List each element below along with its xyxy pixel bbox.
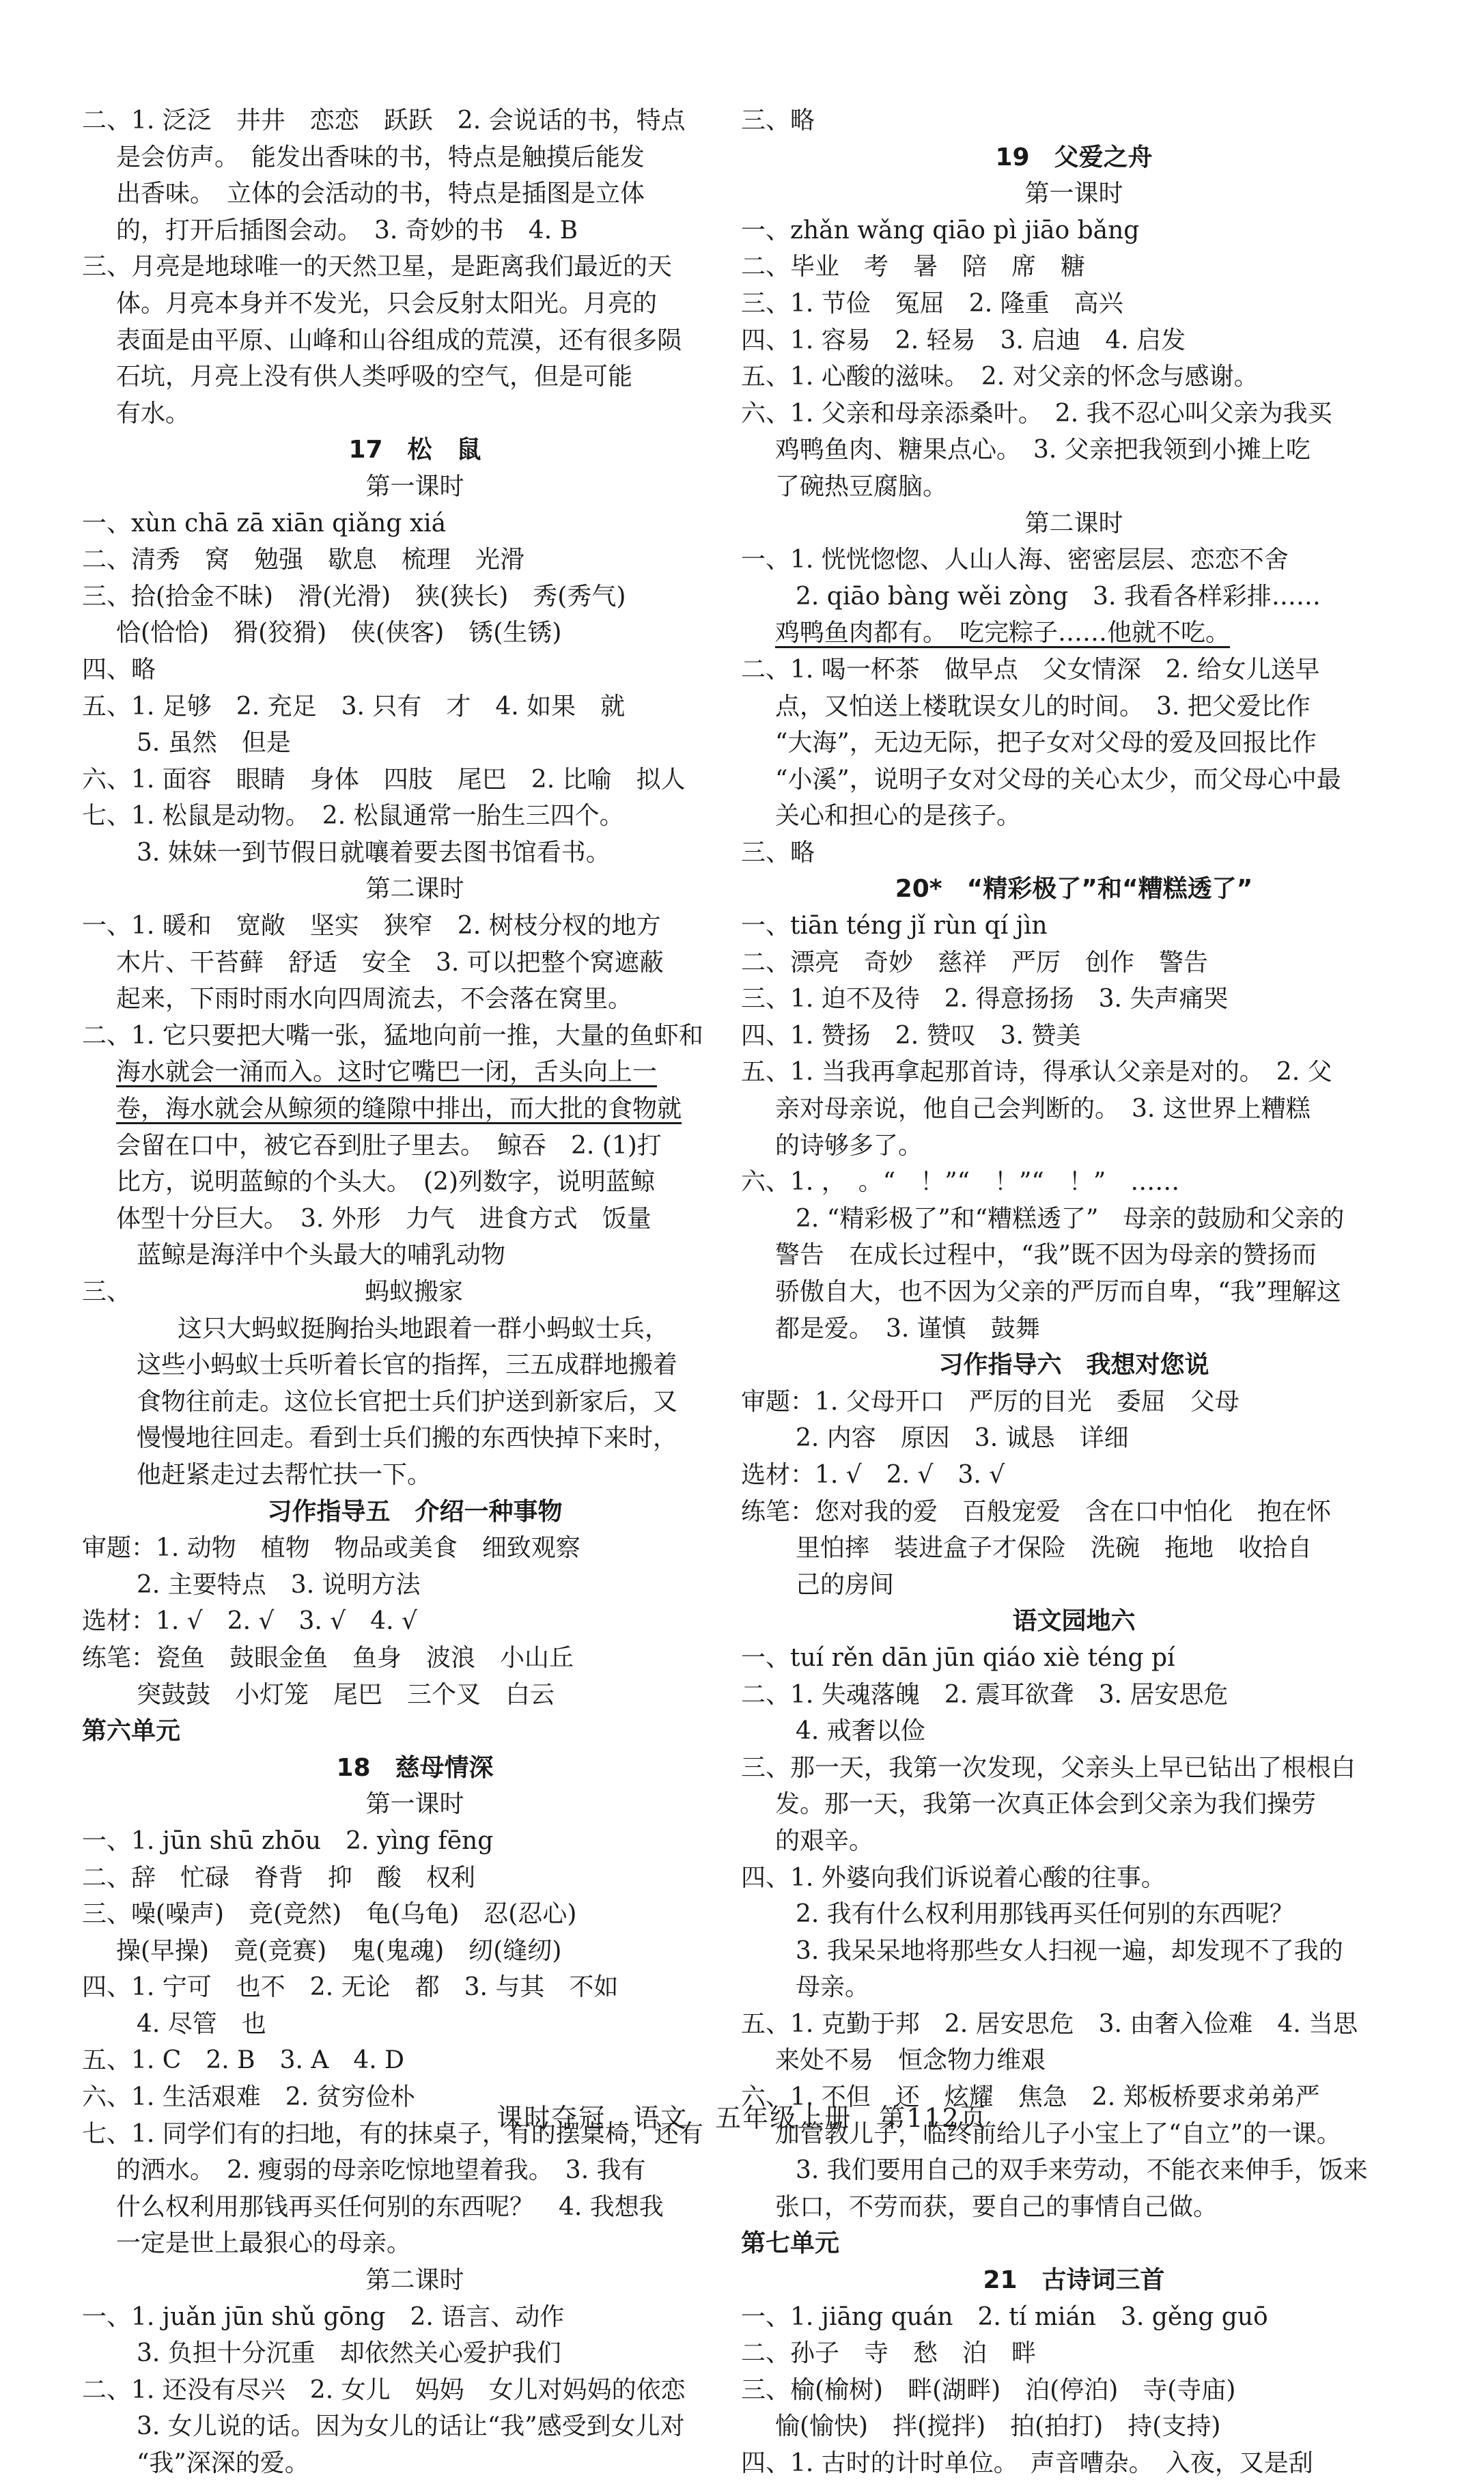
answer-line: 木片、干苔藓 舒适 安全 3. 可以把整个窝遮蔽 — [116, 948, 664, 977]
answer-line: 出香味。 立体的会活动的书，特点是插图是立体 — [116, 180, 645, 208]
answer-line: 二、1. 还没有尽兴 2. 女儿 妈妈 女儿对妈妈的依恋 — [82, 2375, 686, 2404]
lesson-subheading: 第二课时 — [365, 875, 464, 904]
answer-line: 张口，不劳而获，要自己的事情自己做。 — [775, 2192, 1218, 2221]
answer-line: 3. 妹妹一到节假日就嚷着要去图书馆看书。 — [137, 838, 611, 867]
unit-heading: 第六单元 — [82, 1717, 181, 1746]
answer-line: “我”深深的爱。 — [137, 2449, 309, 2477]
answer-line: 一、1. jūn shū zhōu 2. yìng fēng — [82, 1826, 494, 1855]
answer-line: 五、1. C 2. B 3. A 4. D — [82, 2046, 405, 2075]
answer-line: 三、拾(拾金不昧) 滑(光滑) 狭(狭长) 秀(秀气) — [82, 582, 626, 611]
answer-line: 三、噪(噪声) 竞(竞然) 龟(乌龟) 忍(忍心) — [82, 1900, 577, 1929]
answer-line: 四、略 — [82, 655, 156, 684]
answer-line: 四、1. 赞扬 2. 赞叹 3. 赞美 — [741, 1021, 1081, 1050]
answer-line: “小溪”，说明子女对父母的关心太少，而父母心中最 — [775, 765, 1341, 794]
answer-line: 的，打开后插图会动。 3. 奇妙的书 4. B — [116, 216, 578, 245]
answer-line: 2. 主要特点 3. 说明方法 — [137, 1570, 421, 1599]
answer-line: 海水就会一涌而入。这时它嘴巴一闭，舌头向上一 — [116, 1058, 658, 1087]
answer-line: 食物往前走。这位长官把士兵们护送到新家后，又 — [137, 1387, 678, 1416]
lesson-subheading: 第一课时 — [1024, 180, 1123, 208]
answer-line: 一、tuí rěn dān jūn qiáo xiè téng pí — [741, 1643, 1175, 1672]
answer-line: 一定是世上最狠心的母亲。 — [116, 2229, 412, 2258]
answer-line: 六、1. 生活艰难 2. 贫穷俭朴 — [82, 2083, 415, 2112]
answer-line: 了碗热豆腐脑。 — [775, 472, 948, 501]
lesson-subheading: 第二课时 — [365, 2266, 464, 2295]
answer-line: 警告 在成长过程中，“我”既不因为母亲的赞扬而 — [775, 1241, 1317, 1270]
answer-line: 三、榆(榆树) 畔(湖畔) 泊(停泊) 寺(寺庙) — [741, 2375, 1236, 2404]
answer-line: 审题：1. 动物 植物 物品或美食 细致观察 — [82, 1534, 580, 1563]
answer-line: 一、tiān téng jǐ rùn qí jìn — [741, 912, 1048, 940]
answer-line: 五、1. 心酸的滋味。 2. 对父亲的怀念与感谢。 — [741, 363, 1259, 391]
answer-line: 练笔：瓷鱼 鼓眼金鱼 鱼身 波浪 小山丘 — [82, 1643, 574, 1672]
answer-line: 3. 我们要用自己的双手来劳动，不能衣来伸手，饭来 — [796, 2156, 1368, 2185]
answer-line: 选材：1. √ 2. √ 3. √ — [741, 1460, 1005, 1489]
answer-line: 点，又怕送上楼耽误女儿的时间。 3. 把父爱比作 — [775, 692, 1311, 721]
section-heading: 19 父爱之舟 — [995, 143, 1153, 171]
answer-line: 七、1. 同学们有的扫地，有的抹桌子，有的摆桌椅，还有 — [82, 2119, 703, 2148]
answer-line: 表面是由平原、山峰和山谷组成的荒漠，还有很多陨 — [116, 326, 682, 354]
answer-line: 一、1. 暖和 宽敞 坚实 狭窄 2. 树枝分杈的地方 — [82, 912, 661, 940]
answer-line: 母亲。 — [796, 1973, 870, 2002]
answer-line: 操(早操) 竟(竞赛) 鬼(鬼魂) 纫(缝纫) — [116, 1936, 562, 1965]
answer-line: 这些小蚂蚁士兵听着长官的指挥，三五成群地搬着 — [137, 1351, 678, 1380]
answer-line: 五、1. 当我再拿起那首诗，得承认父亲是对的。 2. 父 — [741, 1058, 1332, 1087]
page-footer: 课时夺冠 语文 五年级上册 第112页 — [496, 2103, 988, 2133]
answer-line: 练笔：您对我的爱 百般宠爱 含在口中怕化 抱在怀 — [741, 1497, 1332, 1526]
answer-line: 一、xùn chā zā xiān qiǎng xiá — [82, 509, 447, 538]
answer-line: 三、1. 迫不及待 2. 得意扬扬 3. 失声痛哭 — [741, 985, 1229, 1014]
answer-line: 他赶紧走过去帮忙扶一下。 — [137, 1460, 432, 1489]
answer-line: 六、1. 父亲和母亲添桑叶。 2. 我不忍心叫父亲为我买 — [741, 399, 1332, 428]
answer-line: 六、1. 不但 还 炫耀 焦急 2. 郑板桥要求弟弟严 — [741, 2083, 1320, 2112]
answer-line: 石坑，月亮上没有供人类呼吸的空气，但是可能 — [116, 363, 633, 391]
section-heading: 20* “精彩极了”和“糟糕透了” — [895, 875, 1253, 904]
answer-line: 愉(愉快) 拌(搅拌) 拍(拍打) 持(支持) — [775, 2412, 1221, 2441]
answer-line: 2. 我有什么权利用那钱再买任何别的东西呢？ — [796, 1900, 1294, 1929]
answer-line: 体。月亮本身并不发光，只会反射太阳光。月亮的 — [116, 289, 658, 318]
answer-line: 3. 女儿说的话。因为女儿的话让“我”感受到女儿对 — [137, 2412, 685, 2441]
answer-line: 六、1. 面容 眼睛 身体 四肢 尾巴 2. 比喻 拟人 — [82, 765, 686, 794]
answer-line: 七、1. 松鼠是动物。 2. 松鼠通常一胎生三四个。 — [82, 802, 624, 831]
answer-line: 五、1. 克勤于邦 2. 居安思危 3. 由奢入俭难 4. 当思 — [741, 2009, 1358, 2038]
answer-line: 三、略 — [741, 838, 815, 867]
section-heading: 17 松 鼠 — [348, 436, 481, 464]
answer-line: 会留在口中，被它吞到肚子里去。 鲸吞 2. (1)打 — [116, 1131, 662, 1160]
answer-line: 3. 我呆呆地将那些女人扫视一遍，却发现不了我的 — [796, 1936, 1343, 1965]
answer-line: 骄傲自大，也不因为父亲的严厉而自卑，“我”理解这 — [775, 1278, 1341, 1306]
answer-line: 比方，说明蓝鲸的个头大。 (2)列数字，说明蓝鲸 — [116, 1168, 655, 1197]
answer-line: 四、1. 容易 2. 轻易 3. 启迪 4. 启发 — [741, 326, 1186, 354]
answer-line: 二、1. 喝一杯茶 做早点 父女情深 2. 给女儿送早 — [741, 655, 1320, 684]
answer-line: 起来，下雨时雨水向四周流去，不会落在窝里。 — [116, 985, 633, 1014]
answer-line: 4. 尽管 也 — [137, 2009, 266, 2038]
answer-line: 恰(恰恰) 猾(狡猾) 侠(侠客) 锈(生锈) — [116, 619, 562, 647]
answer-line: 这只大蚂蚁挺胸抬头地跟着一群小蚂蚁士兵， — [178, 1314, 670, 1343]
answer-line: 四、1. 外婆向我们诉说着心酸的往事。 — [741, 1863, 1166, 1892]
answer-line: 二、辞 忙碌 脊背 抑 酸 权利 — [82, 1863, 476, 1892]
section-heading: 21 古诗词三首 — [983, 2266, 1165, 2295]
answer-line: 三、月亮是地球唯一的天然卫星，是距离我们最近的天 — [82, 253, 673, 281]
answer-line: 的诗够多了。 — [775, 1131, 923, 1160]
answer-line: 一、zhǎn wǎng qiāo pì jiāo bǎng — [741, 216, 1140, 245]
answer-line: 三、那一天，我第一次发现，父亲头上早已钻出了根根白 — [741, 1753, 1356, 1782]
answer-line: “大海”，无边无际，把子女对父母的爱及回报比作 — [775, 729, 1317, 757]
answer-line: 关心和担心的是孩子。 — [775, 802, 1022, 831]
answer-line: 六、1. ， 。“ ！”“ ！”“ ！” …… — [741, 1168, 1180, 1197]
answer-line: 己的房间 — [796, 1570, 895, 1599]
answer-line: 蓝鲸是海洋中个头最大的哺乳动物 — [137, 1241, 506, 1270]
answer-line: 二、漂亮 奇妙 慈祥 严厉 创作 警告 — [741, 948, 1209, 977]
answer-line: 一、1. juǎn jūn shǔ gōng 2. 语言、动作 — [82, 2302, 565, 2331]
answer-line: 一、1. 恍恍惚惚、人山人海、密密层层、恋恋不舍 — [741, 546, 1289, 574]
answer-line: 2. qiāo bàng wěi zòng 3. 我看各样彩排…… — [796, 582, 1321, 611]
answer-line: 加管教儿子，临终前给儿子小宝上了“自立”的一课。 — [775, 2119, 1341, 2148]
answer-line: 来处不易 恒念物力维艰 — [775, 2046, 1046, 2075]
answer-line: 里怕摔 装进盒子才保险 洗碗 拖地 收拾自 — [796, 1534, 1313, 1563]
answer-line: 审题：1. 父母开口 严厉的目光 委屈 父母 — [741, 1387, 1240, 1416]
answer-line: 的洒水。 2. 瘦弱的母亲吃惊地望着我。 3. 我有 — [116, 2156, 646, 2185]
answer-line: 4. 戒奢以俭 — [796, 1717, 925, 1746]
answer-line: 亲对母亲说，他自己会判断的。 3. 这世界上糟糕 — [775, 1095, 1311, 1124]
answer-line: 2. 内容 原因 3. 诚恳 详细 — [796, 1424, 1129, 1453]
answer-line: 发。那一天，我第一次真正体会到父亲为我们操劳 — [775, 1790, 1317, 1819]
lesson-subheading: 第一课时 — [365, 472, 464, 501]
answer-line: 是会仿声。 能发出香味的书，特点是触摸后能发 — [116, 143, 645, 171]
answer-line: 5. 虽然 但是 — [137, 729, 291, 757]
answer-line: 慢慢地往回走。看到士兵们搬的东西快掉下来时， — [137, 1424, 678, 1453]
answer-line: 有水。 — [116, 399, 191, 428]
lesson-subheading: 第二课时 — [1024, 509, 1123, 538]
answer-line: 三、1. 节俭 冤屈 2. 隆重 高兴 — [741, 289, 1123, 318]
answer-line: 二、1. 它只要把大嘴一张，猛地向前一推，大量的鱼虾和 — [82, 1021, 703, 1050]
answer-line: 二、孙子 寺 愁 泊 畔 — [741, 2339, 1037, 2368]
section-heading: 习作指导六 我想对您说 — [938, 1351, 1209, 1380]
section-heading: 18 慈母情深 — [336, 1753, 494, 1782]
answer-line: 四、1. 古时的计时单位。 声音嘈杂。 入夜，又是刮 — [741, 2449, 1313, 2477]
answer-line: 鸡鸭鱼肉、糖果点心。 3. 父亲把我领到小摊上吃 — [775, 436, 1311, 464]
answer-line: 二、1. 泛泛 井井 恋恋 跃跃 2. 会说话的书，特点 — [82, 107, 686, 135]
answer-line: 选材：1. √ 2. √ 3. √ 4. √ — [82, 1607, 417, 1636]
section-heading: 习作指导五 介绍一种事物 — [267, 1497, 563, 1526]
answer-line: 突鼓鼓 小灯笼 尾巴 三个叉 白云 — [137, 1680, 555, 1709]
answer-line: 3. 负担十分沉重 却依然关心爱护我们 — [137, 2339, 561, 2368]
answer-line: 二、清秀 窝 勉强 歇息 梳理 光滑 — [82, 546, 525, 574]
answer-line: 体型十分巨大。 3. 外形 力气 进食方式 饭量 — [116, 1204, 652, 1233]
answer-line: 卷，海水就会从鲸须的缝隙中排出，而大批的食物就 — [116, 1095, 682, 1124]
answer-line: 四、1. 宁可 也不 2. 无论 都 3. 与其 不如 — [82, 1973, 619, 2002]
lesson-subheading: 第一课时 — [365, 1790, 464, 1819]
answer-line: 的艰辛。 — [775, 1826, 874, 1855]
answer-line: 五、1. 足够 2. 充足 3. 只有 才 4. 如果 就 — [82, 692, 626, 721]
answer-line: 二、1. 失魂落魄 2. 震耳欲聋 3. 居安思危 — [741, 1680, 1229, 1709]
unit-heading: 第七单元 — [741, 2229, 840, 2258]
answer-line: 三、略 — [741, 107, 815, 135]
answer-line: 都是爱。 3. 谨慎 鼓舞 — [775, 1314, 1040, 1343]
answer-line: 三、 蚂蚁搬家 — [82, 1278, 464, 1306]
answer-line: 鸡鸭鱼肉都有。 吃完粽子……他就不吃。 — [775, 619, 1231, 647]
section-heading: 语文园地六 — [1012, 1607, 1136, 1636]
answer-line: 什么权利用那钱再买任何别的东西呢？ 4. 我想我 — [116, 2192, 664, 2221]
answer-line: 一、1. jiāng quán 2. tí mián 3. gěng guō — [741, 2302, 1268, 2331]
answer-line: 二、毕业 考 暑 陪 席 糖 — [741, 253, 1086, 281]
answer-line: 2. “精彩极了”和“糟糕透了” 母亲的鼓励和父亲的 — [796, 1204, 1345, 1233]
